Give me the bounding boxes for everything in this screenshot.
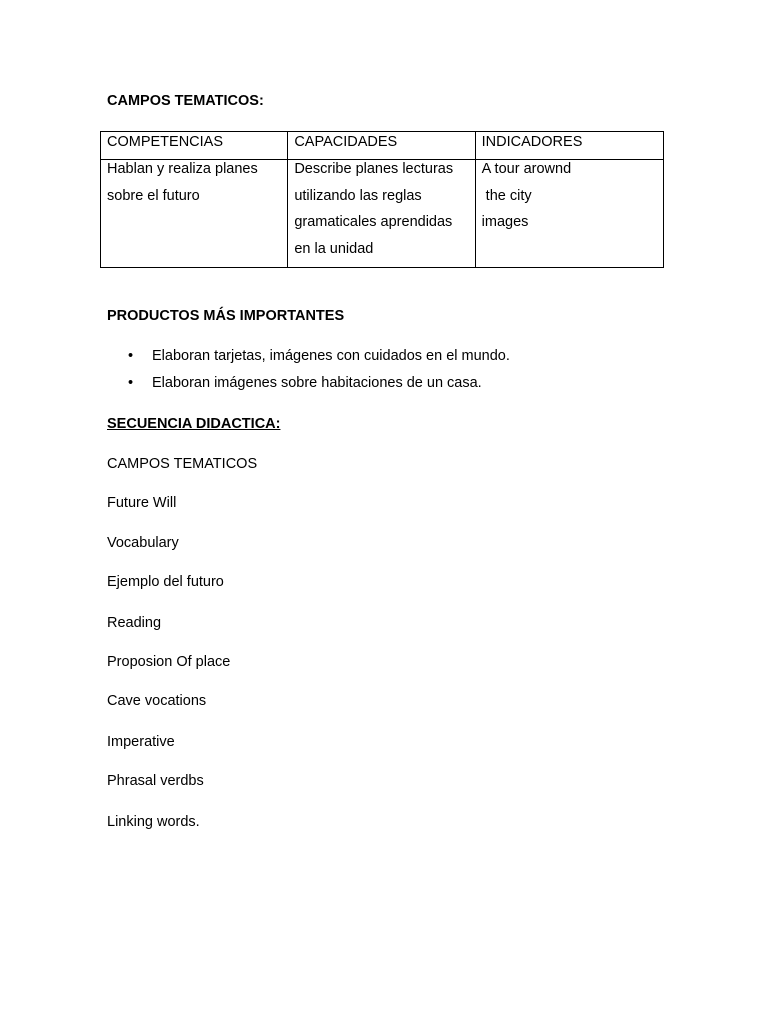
secuencia-didactica-heading: SECUENCIA DIDACTICA: xyxy=(107,416,281,432)
productos-list xyxy=(107,347,707,401)
secuencia-item: Ejemplo del futuro xyxy=(107,574,224,590)
secuencia-item: Future Will xyxy=(107,495,177,511)
cell-line: sobre el futuro xyxy=(107,187,200,204)
cell-line: utilizando las reglas xyxy=(294,187,422,204)
list-item-text: Elaboran imágenes sobre habitaciones de un casa. xyxy=(152,375,482,391)
list-item xyxy=(107,347,707,374)
cell-competencias xyxy=(101,160,288,268)
cell-line: Describe planes lecturas xyxy=(294,161,454,177)
cell-capacidades xyxy=(288,160,475,268)
cell-line: the city xyxy=(481,187,532,204)
header-capacidades: CAPACIDADES xyxy=(288,132,475,160)
secuencia-item: Phrasal verdbs xyxy=(107,773,204,789)
cell-line: images xyxy=(481,214,529,230)
header-indicadores: INDICADORES xyxy=(475,132,663,160)
secuencia-item: CAMPOS TEMATICOS xyxy=(107,456,258,472)
cell-line: A tour arownd xyxy=(481,161,572,177)
secuencia-item: Vocabulary xyxy=(107,535,179,551)
cell-indicadores xyxy=(475,160,663,268)
secuencia-item: Linking words. xyxy=(107,814,200,830)
secuencia-item: Reading xyxy=(107,615,162,631)
cell-line: gramaticales aprendidas xyxy=(294,214,453,230)
cell-line: en la unidad xyxy=(294,240,374,257)
competencias-table xyxy=(100,131,664,268)
bullet-icon: • xyxy=(128,375,134,391)
campos-tematicos-heading: CAMPOS TEMATICOS: xyxy=(107,93,264,109)
secuencia-item: Proposion Of place xyxy=(107,654,231,670)
cell-line: Hablan y realiza planes xyxy=(107,161,258,177)
list-item xyxy=(107,374,707,401)
header-competencias: COMPETENCIAS xyxy=(101,132,288,160)
table-row xyxy=(101,160,664,268)
list-item-text: Elaboran tarjetas, imágenes con cuidados en el mundo. xyxy=(152,348,510,364)
secuencia-item: Imperative xyxy=(107,734,175,750)
bullet-icon: • xyxy=(128,348,134,364)
productos-heading: PRODUCTOS MÁS IMPORTANTES xyxy=(107,308,345,324)
table-header-row xyxy=(101,132,664,160)
secuencia-item: Cave vocations xyxy=(107,693,207,709)
